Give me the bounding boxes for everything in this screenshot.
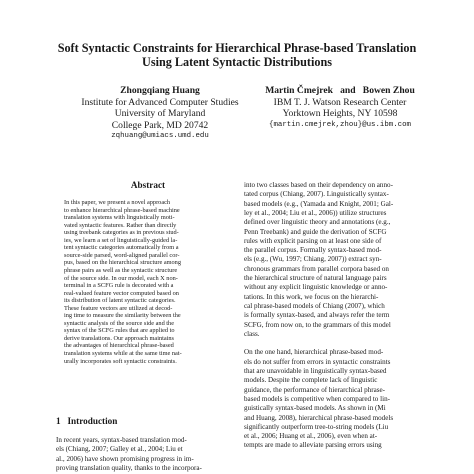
author-name: Martin Čmejrek and Bowen Zhou xyxy=(265,85,415,96)
text-line: based models (e.g., (Yamada and Knight, 2001; Gal- xyxy=(244,199,394,208)
paper-title-line-2: Using Latent Syntactic Distributions xyxy=(142,55,332,69)
text-line: source-side parsed, word-aligned parallel cor- xyxy=(64,251,180,259)
section-heading: 1 Introduction xyxy=(56,416,118,426)
text-line: tent syntactic categories automatically from a xyxy=(64,244,179,252)
text-line: SCFG, from now on, to the grammars of this model xyxy=(244,320,391,329)
text-line: vated syntactic features. Rather than directly xyxy=(64,221,177,229)
text-line: the advantages of hierarchical phrase-based xyxy=(64,342,174,350)
text-line: pus, based on the hierarchical structure among xyxy=(64,259,181,267)
author-affiliation: IBM T. J. Watson Research Center xyxy=(273,96,407,108)
text-line: guistically syntax-based models. As shown in (Mi xyxy=(244,404,386,413)
text-line: and Huang, 2008), hierarchical phrase-based models xyxy=(244,413,394,422)
text-line: guidance, the performance of hierarchical phrase- xyxy=(244,385,386,394)
text-line: is formally syntax-based, and always refer the term xyxy=(244,311,390,320)
text-line: ies, we learn a set of linguistically-guided la- xyxy=(64,236,178,244)
text-line: et al., 2006; Huang et al., 2006), even when at- xyxy=(244,432,378,441)
text-line: tated corpus (Chiang, 2007). Linguistically syntax- xyxy=(244,190,389,199)
author-affiliation: Institute for Advanced Computer Studies xyxy=(81,96,239,108)
abstract-heading: Abstract xyxy=(130,180,166,190)
text-line: real-valued feature vector computed based on xyxy=(64,289,179,297)
author-affiliation: University of Maryland xyxy=(114,108,206,120)
text-line: derive translations. Our approach maintains xyxy=(64,334,174,342)
text-line: significantly outperform tree-to-string models (Liu xyxy=(244,422,389,431)
text-line: translation systems with linguistically moti- xyxy=(64,214,175,222)
text-line: terminal in a SCFG rule is decorated with a xyxy=(64,282,174,290)
text-line: tempts are made to alleviate parsing errors using xyxy=(244,441,382,450)
text-line: the hierarchical structure of natural language pairs xyxy=(244,274,387,282)
text-line: al., 2006) have shown promising progress in im- xyxy=(56,454,194,463)
text-line: proving translation quality, thanks to the incorpora- xyxy=(56,463,202,472)
text-line: of the source side. In our model, each X non- xyxy=(64,274,178,282)
author-email: zqhuang@umiacs.umd.edu xyxy=(111,132,209,141)
text-line: cal phrase-based models of Chiang (2007), which xyxy=(244,301,385,310)
text-line: models. Despite the complete lack of linguistic xyxy=(244,376,378,385)
text-line: translation systems while at the same time nat- xyxy=(64,350,182,357)
text-line: to enhance hierarchical phrase-based machine xyxy=(64,206,180,214)
text-line: els do not suffer from errors in syntactic constraints xyxy=(244,357,391,366)
text-line: rules with explicit parsing on at least one side of xyxy=(244,236,382,245)
text-line: Penn Treebank) and guide the derivation of SCFG xyxy=(244,227,387,236)
text-line: chronous grammars from parallel corpora based on xyxy=(244,264,389,273)
text-line: els (Chiang, 2007; Galley et al., 2004; Liu et xyxy=(56,445,183,454)
text-line: syntax of the SCFG rules that are applied to xyxy=(64,327,175,335)
text-line: ing time to measure the similarity between the xyxy=(64,312,181,320)
text-line: syntactic analysis of the source side and the xyxy=(64,319,174,327)
text-line: class. xyxy=(244,329,260,338)
text-line: using treebank categories as in previous stud- xyxy=(64,229,179,237)
author-affiliation: Yorktown Heights, NY 10598 xyxy=(282,108,398,120)
text-line: defined over linguistic theory and annotations (e.g., xyxy=(244,218,391,227)
text-line: without any explicit linguistic knowledge or anno- xyxy=(244,283,388,292)
author-affiliation: College Park, MD 20742 xyxy=(111,119,209,131)
text-line: In recent years, syntax-based translation mod- xyxy=(56,436,187,444)
text-line: into two classes based on their dependency on anno- xyxy=(244,181,393,189)
text-line: based models is competitive when compared to lin- xyxy=(244,394,390,403)
text-line: tations. In this work, we focus on the hierarchi- xyxy=(244,292,379,301)
text-line: ley et al., 2004; Liu et al., 2006)) utilize structures xyxy=(244,208,387,217)
text-line: its distribution of latent syntactic categories. xyxy=(64,297,176,305)
text-line: the parallel corpus. Formally syntax-based mod- xyxy=(244,246,382,255)
text-line: These feature vectors are utilized at decod- xyxy=(64,304,173,312)
text-line: that are unavoidable in linguistically syntax-based xyxy=(244,367,387,375)
text-line: els (e.g., (Wu, 1997; Chiang, 2007)) extract syn- xyxy=(244,255,382,264)
author-block-2 xyxy=(230,85,450,131)
text-line: On the one hand, hierarchical phrase-based mod- xyxy=(244,348,384,357)
author-email: {martin.cmejrek,zhou}@us.ibm.com xyxy=(269,120,411,129)
text-line: urally incorporates soft syntactic constraints. xyxy=(64,357,177,365)
author-name: Zhongqiang Huang xyxy=(120,85,200,96)
text-line: phrase pairs as well as the syntactic structure xyxy=(64,266,178,274)
paper-title-line-1: Soft Syntactic Constraints for Hierarchical Phrase-based Translation xyxy=(57,41,417,55)
text-line: In this paper, we present a novel approach xyxy=(64,199,171,206)
